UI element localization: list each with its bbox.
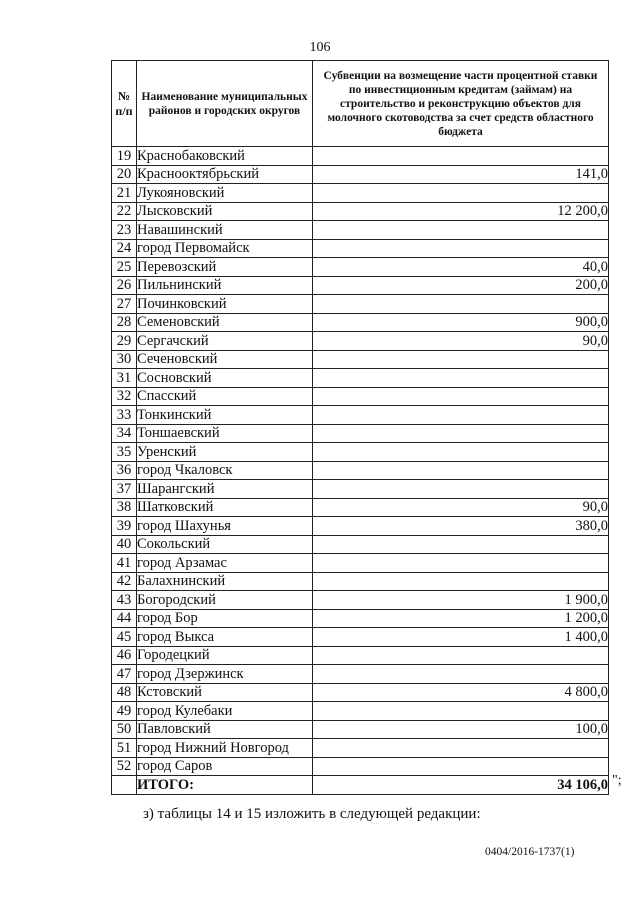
subsidy-table [111, 60, 609, 795]
row-number: 33 [112, 406, 137, 425]
row-number: 30 [112, 350, 137, 369]
table-row [112, 628, 609, 647]
row-number: 43 [112, 591, 137, 610]
subsidy-value: 1 900,0 [313, 591, 609, 610]
total-row [112, 776, 609, 795]
subsidy-value: 1 200,0 [313, 609, 609, 628]
header-municipality: Наименование муниципальных районов и городских округов [137, 61, 313, 147]
table-row [112, 720, 609, 739]
total-value: 34 106,0 [313, 776, 609, 795]
page-number: 106 [309, 40, 331, 55]
municipality-name: Пильнинский [137, 276, 313, 295]
table-row [112, 757, 609, 776]
table-row [112, 221, 609, 240]
subsidy-value: 200,0 [313, 276, 609, 295]
subsidy-value [313, 665, 609, 684]
table-row [112, 572, 609, 591]
row-number: 39 [112, 517, 137, 536]
municipality-name: город Дзержинск [137, 665, 313, 684]
document-code: 0404/2016-1737(1) [485, 846, 575, 858]
row-number: 38 [112, 498, 137, 517]
subsidy-value [313, 443, 609, 462]
subsidy-value [313, 295, 609, 314]
subsidy-value: 90,0 [313, 332, 609, 351]
subsidy-value [313, 480, 609, 499]
municipality-name: Починковский [137, 295, 313, 314]
row-number: 20 [112, 165, 137, 184]
total-number-cell [112, 776, 137, 795]
table-row [112, 387, 609, 406]
subsidy-value [313, 184, 609, 203]
table-row [112, 683, 609, 702]
subsidy-value [313, 646, 609, 665]
municipality-name: город Шахунья [137, 517, 313, 536]
subsidy-value [313, 406, 609, 425]
table-row [112, 535, 609, 554]
table-row [112, 554, 609, 573]
table-row [112, 276, 609, 295]
row-number: 41 [112, 554, 137, 573]
row-number: 25 [112, 258, 137, 277]
municipality-name: Богородский [137, 591, 313, 610]
row-number: 24 [112, 239, 137, 258]
municipality-name: Спасский [137, 387, 313, 406]
row-number: 37 [112, 480, 137, 499]
table-header-row [112, 61, 609, 147]
table-row [112, 258, 609, 277]
subsidy-value [313, 757, 609, 776]
table-row [112, 147, 609, 166]
table-row [112, 480, 609, 499]
municipality-name: Сосновский [137, 369, 313, 388]
row-number: 42 [112, 572, 137, 591]
municipality-name: Лукояновский [137, 184, 313, 203]
row-number: 35 [112, 443, 137, 462]
row-number: 23 [112, 221, 137, 240]
table-row [112, 739, 609, 758]
municipality-name: Уренский [137, 443, 313, 462]
municipality-name: Навашинский [137, 221, 313, 240]
row-number: 48 [112, 683, 137, 702]
municipality-name: Семеновский [137, 313, 313, 332]
subsidy-value [313, 221, 609, 240]
subsidy-value: 12 200,0 [313, 202, 609, 221]
table-row [112, 295, 609, 314]
subsidy-value: 40,0 [313, 258, 609, 277]
row-number: 27 [112, 295, 137, 314]
municipality-name: город Чкаловск [137, 461, 313, 480]
municipality-name: Шарангский [137, 480, 313, 499]
subsidy-value [313, 147, 609, 166]
municipality-name: город Первомайск [137, 239, 313, 258]
row-number: 32 [112, 387, 137, 406]
table-row [112, 202, 609, 221]
total-label: ИТОГО: [137, 776, 313, 795]
subsidy-value: 1 400,0 [313, 628, 609, 647]
row-number: 31 [112, 369, 137, 388]
subsidy-value [313, 369, 609, 388]
row-number: 44 [112, 609, 137, 628]
subsidy-value [313, 535, 609, 554]
subsidy-value: 141,0 [313, 165, 609, 184]
municipality-name: город Арзамас [137, 554, 313, 573]
municipality-name: Тоншаевский [137, 424, 313, 443]
municipality-name: Балахнинский [137, 572, 313, 591]
row-number: 34 [112, 424, 137, 443]
table-row [112, 702, 609, 721]
table-row [112, 609, 609, 628]
row-number: 29 [112, 332, 137, 351]
row-number: 40 [112, 535, 137, 554]
header-subsidy: Субвенции на возмещение части процентной ставки по инвестиционным кредитам (займам) на строительство и реконструкцию объектов для молочного скотоводства за счет средств областного бюджета [313, 61, 609, 147]
table-row [112, 350, 609, 369]
instruction-text: з) таблицы 14 и 15 изложить в следующей редакции: [143, 806, 481, 822]
municipality-name: город Кулебаки [137, 702, 313, 721]
municipality-name: Павловский [137, 720, 313, 739]
municipality-name: город Бор [137, 609, 313, 628]
municipality-name: Краснооктябрьский [137, 165, 313, 184]
subsidy-value [313, 702, 609, 721]
row-number: 28 [112, 313, 137, 332]
row-number: 26 [112, 276, 137, 295]
table-row [112, 369, 609, 388]
subsidy-value: 4 800,0 [313, 683, 609, 702]
subsidy-value [313, 424, 609, 443]
subsidy-value [313, 350, 609, 369]
table-row [112, 332, 609, 351]
table-body [112, 147, 609, 795]
row-number: 49 [112, 702, 137, 721]
row-number: 52 [112, 757, 137, 776]
subsidy-value: 100,0 [313, 720, 609, 739]
table-row [112, 406, 609, 425]
municipality-name: Тонкинский [137, 406, 313, 425]
table-row [112, 591, 609, 610]
subsidy-value [313, 572, 609, 591]
municipality-name: Городецкий [137, 646, 313, 665]
table-row [112, 313, 609, 332]
municipality-name: Перевозский [137, 258, 313, 277]
row-number: 50 [112, 720, 137, 739]
municipality-name: город Нижний Новгород [137, 739, 313, 758]
row-number: 47 [112, 665, 137, 684]
municipality-name: город Саров [137, 757, 313, 776]
municipality-name: Шатковский [137, 498, 313, 517]
table-row [112, 665, 609, 684]
row-number: 51 [112, 739, 137, 758]
table-row [112, 184, 609, 203]
municipality-name: город Выкса [137, 628, 313, 647]
subsidy-value [313, 387, 609, 406]
subsidy-value [313, 239, 609, 258]
municipality-name: Сокольский [137, 535, 313, 554]
municipality-name: Лысковский [137, 202, 313, 221]
municipality-name: Краснобаковский [137, 147, 313, 166]
subsidy-value: 380,0 [313, 517, 609, 536]
table-row [112, 424, 609, 443]
closing-quote: "; [612, 773, 622, 788]
subsidy-value: 900,0 [313, 313, 609, 332]
table-row [112, 461, 609, 480]
subsidy-value: 90,0 [313, 498, 609, 517]
subsidy-value [313, 461, 609, 480]
row-number: 45 [112, 628, 137, 647]
row-number: 19 [112, 147, 137, 166]
municipality-name: Сеченовский [137, 350, 313, 369]
row-number: 21 [112, 184, 137, 203]
table-row [112, 165, 609, 184]
subsidy-value [313, 739, 609, 758]
table-row [112, 498, 609, 517]
table-row [112, 239, 609, 258]
table-row [112, 443, 609, 462]
table-row [112, 517, 609, 536]
municipality-name: Кстовский [137, 683, 313, 702]
row-number: 22 [112, 202, 137, 221]
subsidy-value [313, 554, 609, 573]
municipality-name: Сергачский [137, 332, 313, 351]
table-row [112, 646, 609, 665]
header-number: № п/п [112, 61, 137, 147]
row-number: 36 [112, 461, 137, 480]
row-number: 46 [112, 646, 137, 665]
